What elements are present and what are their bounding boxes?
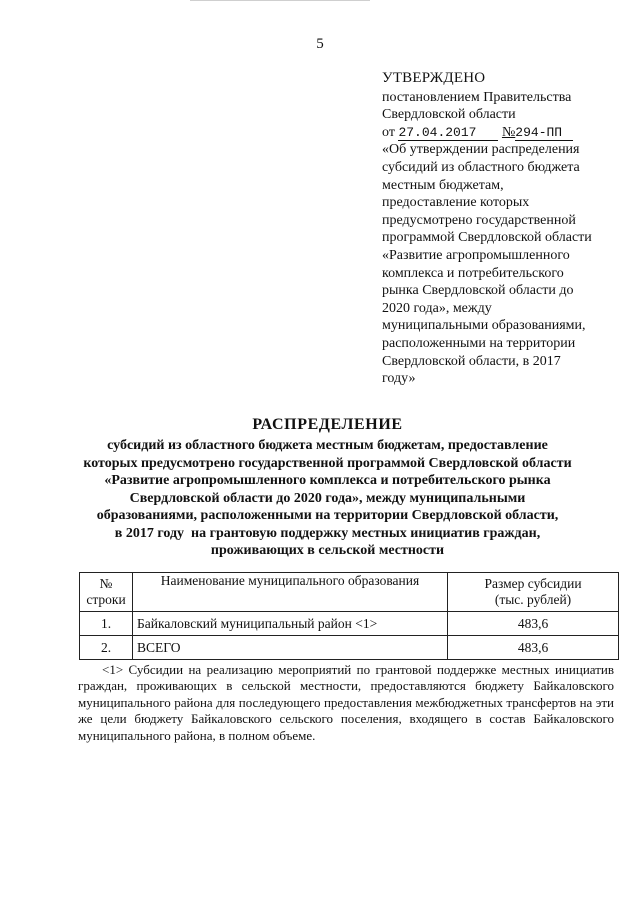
header-sum-line-1: Размер субсидии [484, 576, 582, 591]
title-main: РАСПРЕДЕЛЕНИЕ [252, 416, 403, 433]
title-line: «Развитие агропромышленного комплекса и потребительского рынка [104, 473, 551, 488]
document-title [40, 416, 615, 560]
from-prefix: от [382, 124, 395, 140]
resolution-line: предоставление которых [382, 195, 530, 211]
municipality-name: Байкаловский муниципальный район <1> [133, 612, 448, 636]
table-header-row [80, 573, 619, 612]
header-num-line-2: строки [86, 592, 126, 607]
resolution-line: расположенными на территории [382, 335, 576, 351]
header-municipality: Наименование муниципального образования [133, 573, 448, 612]
title-line: в 2017 году на грантовую поддержку местных инициатив граждан, [114, 525, 541, 541]
title-line: проживающих в сельской местности [210, 543, 445, 558]
row-number: 2. [80, 636, 133, 660]
resolution-line: «Об утверждении распределения [382, 142, 580, 158]
resolution-date: 27.04.2017 [398, 126, 498, 141]
page-number: 5 [316, 36, 324, 52]
approval-date-number-line [382, 124, 614, 142]
distribution-table [79, 572, 619, 660]
row-number: 1. [80, 612, 133, 636]
resolution-line: местным бюджетам, [382, 177, 504, 193]
table-row-total [80, 636, 619, 660]
header-sum-line-2: (тыс. рублей) [494, 592, 572, 607]
resolution-line: году» [382, 371, 416, 387]
resolution-line: «Развитие агропромышленного [382, 247, 570, 263]
resolution-line: субсидий из областного бюджета [382, 159, 580, 175]
approval-title: УТВЕРЖДЕНО [382, 70, 486, 86]
top-scan-rule [190, 0, 370, 1]
header-num-line-1: № [99, 576, 113, 591]
approval-line-1: постановлением Правительства [382, 89, 572, 105]
subsidy-amount: 483,6 [448, 636, 619, 660]
approval-block [382, 70, 614, 388]
header-row-number [80, 573, 133, 612]
title-line: образованиями, расположенными на территории Свердловской области, [96, 508, 559, 523]
resolution-line: программой Свердловской области [382, 230, 592, 246]
resolution-line: 2020 года», между [382, 300, 492, 316]
title-line: субсидий из областного бюджета местным бюджетам, предоставление [107, 438, 548, 453]
title-line: Свердловской области до 2020 года», между муниципальными [129, 490, 526, 506]
header-subsidy [448, 573, 619, 612]
approval-line-2: Свердловской области [382, 107, 516, 123]
resolution-number: 294-ПП [515, 126, 573, 141]
resolution-line: муниципальными образованиями, [382, 318, 586, 334]
footnote: <1> Субсидии на реализацию мероприятий по грантовой поддержке местных инициатив граждан, проживающих в сельской местности, предоставляются бюджету Байкаловского муниципального района для последующего предоставления межбюджетных трансфертов на эти же цели бюджету Байкаловского сельского поселения, входящего в состав Байкаловского муниципального района, в полном объеме. [78, 662, 614, 743]
number-prefix: № [501, 124, 516, 140]
title-line: которых предусмотрено государственной программой Свердловской области [83, 455, 572, 471]
resolution-line: Свердловской области, в 2017 [382, 353, 561, 369]
resolution-line: предусмотрено государственной [382, 212, 576, 228]
municipality-name: ВСЕГО [133, 636, 448, 660]
table-row [80, 612, 619, 636]
resolution-line: комплекса и потребительского [382, 265, 564, 281]
resolution-line: рынка Свердловской области до [382, 283, 574, 299]
subsidy-amount: 483,6 [448, 612, 619, 636]
